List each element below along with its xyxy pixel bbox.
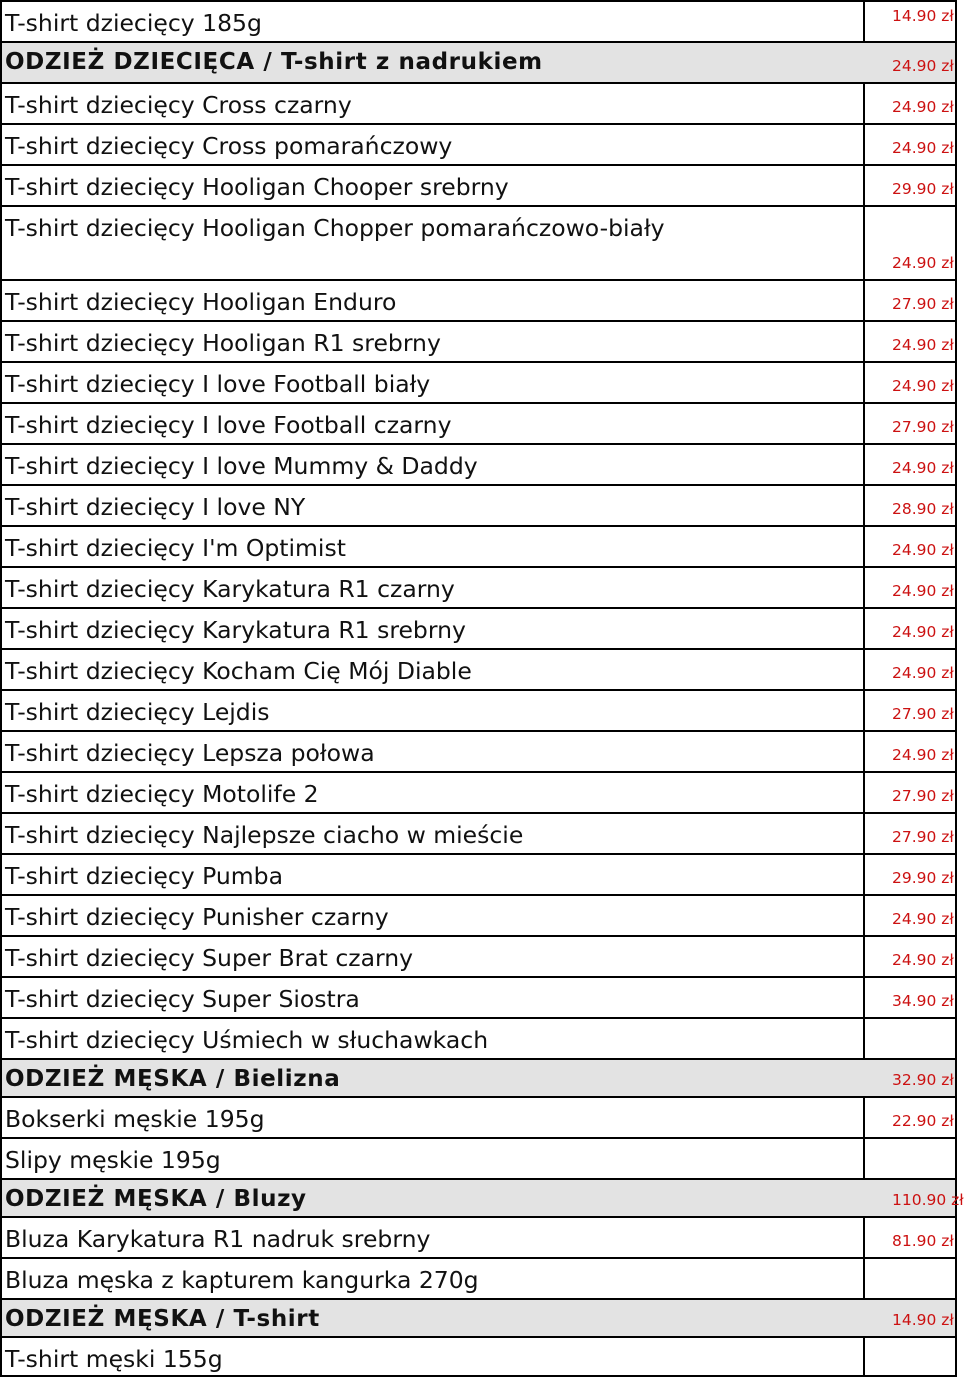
product-price-cell [865, 1112, 955, 1178]
product-row [2, 254, 955, 320]
product-name: T-shirt dziecięcy Cross czarny [2, 84, 865, 123]
product-name: T-shirt dziecięcy I'm Optimist [2, 527, 865, 566]
product-name: T-shirt dziecięcy I love Football biały [2, 363, 865, 402]
category-title: ODZIEŻ DZIECIĘCA / T-shirt z nadrukiem [5, 49, 543, 75]
product-price: 81.90 zł [892, 1232, 954, 1250]
category-header-row [2, 41, 955, 82]
product-price: 24.90 zł [892, 98, 954, 116]
product-name: T-shirt męski 155g [2, 1338, 865, 1375]
product-price: 29.90 zł [892, 180, 954, 198]
product-price: 27.90 zł [892, 787, 954, 805]
product-price: 110.90 zł [892, 1191, 964, 1209]
product-price: 24.90 zł [892, 459, 954, 477]
product-price: 24.90 zł [892, 541, 954, 559]
category-title: ODZIEŻ MĘSKA / T-shirt [5, 1306, 320, 1332]
product-price: 27.90 zł [892, 295, 954, 313]
product-price: 29.90 zł [892, 869, 954, 887]
product-price: 24.90 zł [892, 582, 954, 600]
product-name: T-shirt dziecięcy I love Football czarny [2, 404, 865, 443]
product-name: T-shirt dziecięcy Hooligan R1 srebrny [2, 322, 865, 361]
product-price: 22.90 zł [892, 1112, 954, 1130]
product-name: Bluza męska z kapturem kangurka 270g [2, 1259, 865, 1298]
product-name: T-shirt dziecięcy 185g [2, 2, 865, 41]
product-price: 24.90 zł [892, 951, 954, 969]
product-price: 27.90 zł [892, 828, 954, 846]
product-name: T-shirt dziecięcy Pumba [2, 855, 865, 894]
product-name: T-shirt dziecięcy Lejdis [2, 691, 865, 730]
product-price: 24.90 zł [892, 746, 954, 764]
category-title: ODZIEŻ MĘSKA / Bluzy [5, 1186, 307, 1212]
product-name: T-shirt dziecięcy Super Brat czarny [2, 937, 865, 976]
product-price: 24.90 zł [892, 910, 954, 928]
product-price: 24.90 zł [892, 377, 954, 395]
product-price: 24.90 zł [892, 254, 954, 272]
product-price: 34.90 zł [892, 992, 954, 1010]
product-price: 27.90 zł [892, 705, 954, 723]
product-name: T-shirt dziecięcy Najlepsze ciacho w mieście [2, 814, 865, 853]
product-price: 24.90 zł [892, 139, 954, 157]
product-price-cell [865, 2, 955, 41]
product-name: T-shirt dziecięcy Punisher czarny [2, 896, 865, 935]
category-header-row [2, 1298, 955, 1336]
product-name: T-shirt dziecięcy Uśmiech w słuchawkach [2, 1019, 865, 1058]
category-title: ODZIEŻ MĘSKA / Bielizna [5, 1066, 341, 1092]
product-row [2, 0, 955, 41]
product-name: T-shirt dziecięcy Karykatura R1 srebrny [2, 609, 865, 648]
product-name: T-shirt dziecięcy Cross pomarańczowy [2, 125, 865, 164]
product-price-cell [865, 992, 955, 1058]
product-name: T-shirt dziecięcy I love Mummy & Daddy [2, 445, 865, 484]
product-price: 24.90 zł [892, 623, 954, 641]
product-price: 24.90 zł [892, 57, 954, 75]
product-name: T-shirt dziecięcy I love NY [2, 486, 865, 525]
product-name: T-shirt dziecięcy Lepsza połowa [2, 732, 865, 771]
category-header-row [2, 1178, 955, 1216]
product-name: T-shirt dziecięcy Karykatura R1 czarny [2, 568, 865, 607]
product-price: 24.90 zł [892, 336, 954, 354]
product-price-cell [865, 1232, 955, 1298]
category-header-row [2, 1058, 955, 1096]
product-price: 14.90 zł [892, 1311, 954, 1329]
product-name: T-shirt dziecięcy Hooligan Enduro [2, 281, 865, 320]
product-name: T-shirt dziecięcy Hooligan Chooper srebrny [2, 166, 865, 205]
product-name: T-shirt dziecięcy Hooligan Chopper pomarańczowo-biały [2, 207, 865, 279]
product-name: Bokserki męskie 195g [2, 1098, 865, 1137]
product-price: 28.90 zł [892, 500, 954, 518]
product-name: T-shirt dziecięcy Motolife 2 [2, 773, 865, 812]
product-name: T-shirt dziecięcy Kocham Cię Mój Diable [2, 650, 865, 689]
product-price: 32.90 zł [892, 1071, 954, 1089]
product-name: Bluza Karykatura R1 nadruk srebrny [2, 1218, 865, 1257]
product-price: 24.90 zł [892, 664, 954, 682]
product-price: 27.90 zł [892, 418, 954, 436]
product-price-cell [865, 1311, 955, 1375]
product-price: 14.90 zł [892, 7, 954, 25]
product-name: T-shirt dziecięcy Super Siostra [2, 978, 865, 1017]
product-name: Slipy męskie 195g [2, 1139, 865, 1178]
